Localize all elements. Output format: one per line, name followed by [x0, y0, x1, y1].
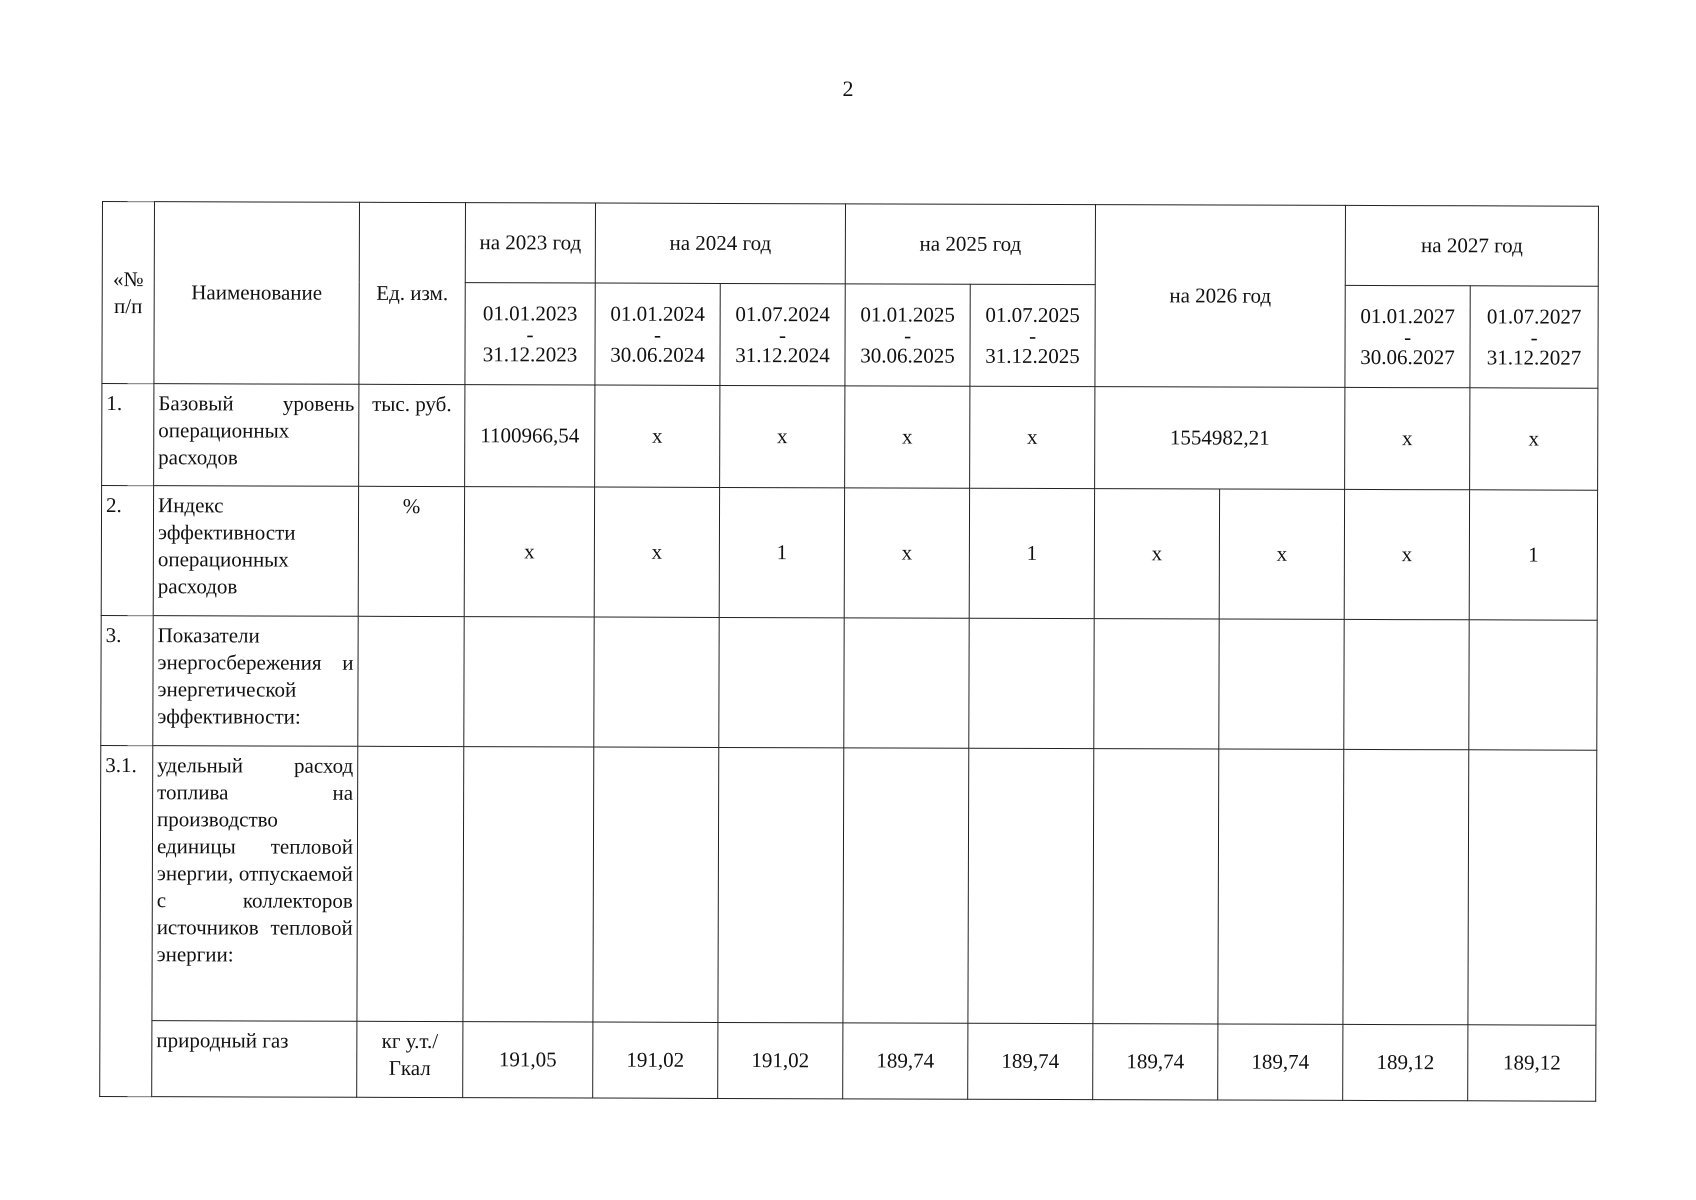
empty-cell	[1094, 619, 1219, 749]
cell-value: x	[464, 487, 594, 617]
empty-cell	[1093, 749, 1219, 1024]
empty-cell	[1343, 749, 1469, 1024]
cell-value: 189,74	[1093, 1024, 1218, 1100]
period-2027-h2: 01.07.2027 - 31.12.2027	[1470, 286, 1598, 388]
cell-value: 189,74	[843, 1023, 968, 1099]
header-num: «№ п/п	[102, 202, 155, 384]
row-name: удельный расход топлива на производство единицы тепловой энергии, отпускаемой с коллекторов источников тепловой энергии:	[152, 746, 358, 1022]
row-number: 1.	[102, 384, 154, 486]
row-unit: тыс. руб.	[359, 384, 465, 486]
header-unit: Ед. изм.	[359, 202, 466, 384]
empty-cell	[844, 618, 969, 748]
row-name: Показатели энергосбережения и энергетической эффективности:	[153, 616, 358, 747]
empty-cell	[463, 747, 594, 1022]
period-2025-h1: 01.01.2025 - 30.06.2025	[845, 284, 970, 386]
cell-value: 191,02	[593, 1022, 718, 1098]
header-year-2027: на 2027 год	[1345, 205, 1598, 286]
empty-cell	[1344, 619, 1469, 749]
empty-cell	[464, 617, 594, 747]
empty-cell	[357, 746, 464, 1021]
empty-cell	[718, 747, 844, 1022]
period-2027-h1: 01.01.2027 - 30.06.2027	[1345, 285, 1470, 387]
cell-value: 1	[1469, 490, 1597, 620]
header-year-2025: на 2025 год	[845, 204, 1095, 285]
cell-value: x	[1345, 387, 1470, 489]
empty-cell	[1219, 619, 1344, 749]
table-header-row	[102, 202, 1598, 287]
cell-value: x	[1344, 489, 1469, 619]
row-name: Индекс эффективности операционных расходов	[153, 486, 358, 617]
cell-value: x	[844, 488, 969, 618]
empty-cell	[968, 748, 1094, 1023]
empty-cell	[719, 617, 844, 747]
header-name: Наименование	[154, 202, 360, 385]
cell-value: 191,05	[463, 1022, 593, 1098]
header-year-2026: на 2026 год	[1095, 205, 1346, 388]
row-name: Базовый уровень операционных расходов	[154, 384, 359, 487]
row-number: 3.	[101, 615, 153, 745]
empty-cell	[594, 617, 719, 747]
period-2023: 01.01.2023 - 31.12.2023	[465, 283, 595, 385]
empty-cell	[1469, 620, 1597, 750]
cell-value: x	[1219, 489, 1344, 619]
table-row	[101, 615, 1597, 750]
cell-value: x	[1470, 388, 1598, 490]
table-row	[100, 745, 1597, 1025]
header-year-2023: на 2023 год	[465, 203, 595, 283]
cell-value: 189,12	[1468, 1025, 1596, 1101]
cell-value: x	[720, 385, 845, 487]
cell-value: 189,12	[1343, 1024, 1468, 1100]
cell-value: 189,74	[1218, 1024, 1343, 1100]
cell-value: 1554982,21	[1095, 387, 1345, 490]
cell-value: x	[970, 386, 1095, 488]
empty-cell	[358, 616, 464, 746]
cell-value: x	[594, 487, 719, 617]
cell-value: x	[1094, 489, 1219, 619]
indicators-table	[99, 201, 1599, 1102]
header-year-2024: на 2024 год	[595, 203, 845, 284]
row-unit: кг у.т./Гкал	[357, 1021, 463, 1097]
row-unit: %	[358, 486, 464, 616]
empty-cell	[969, 618, 1094, 748]
empty-cell	[593, 747, 719, 1022]
page-number: 2	[842, 76, 854, 101]
cell-value: 189,74	[968, 1023, 1093, 1099]
table-row	[101, 486, 1597, 621]
row-number: 2.	[101, 486, 153, 616]
table-row	[102, 384, 1598, 491]
row-name: природный газ	[152, 1021, 357, 1098]
cell-value: 1	[719, 487, 844, 617]
row-number: 3.1.	[100, 745, 153, 1096]
empty-cell	[1218, 749, 1344, 1024]
empty-cell	[843, 748, 969, 1023]
period-2024-h1: 01.01.2024 - 30.06.2024	[595, 283, 720, 385]
cell-value: x	[595, 385, 720, 487]
period-2024-h2: 01.07.2024 - 31.12.2024	[720, 283, 845, 385]
period-2025-h2: 01.07.2025 - 31.12.2025	[970, 284, 1095, 386]
cell-value: 1	[969, 488, 1094, 618]
cell-value: 191,02	[718, 1022, 843, 1098]
table-row	[100, 1020, 1596, 1101]
cell-value: x	[845, 386, 970, 488]
empty-cell	[1468, 750, 1597, 1025]
cell-value: 1100966,54	[465, 385, 595, 487]
